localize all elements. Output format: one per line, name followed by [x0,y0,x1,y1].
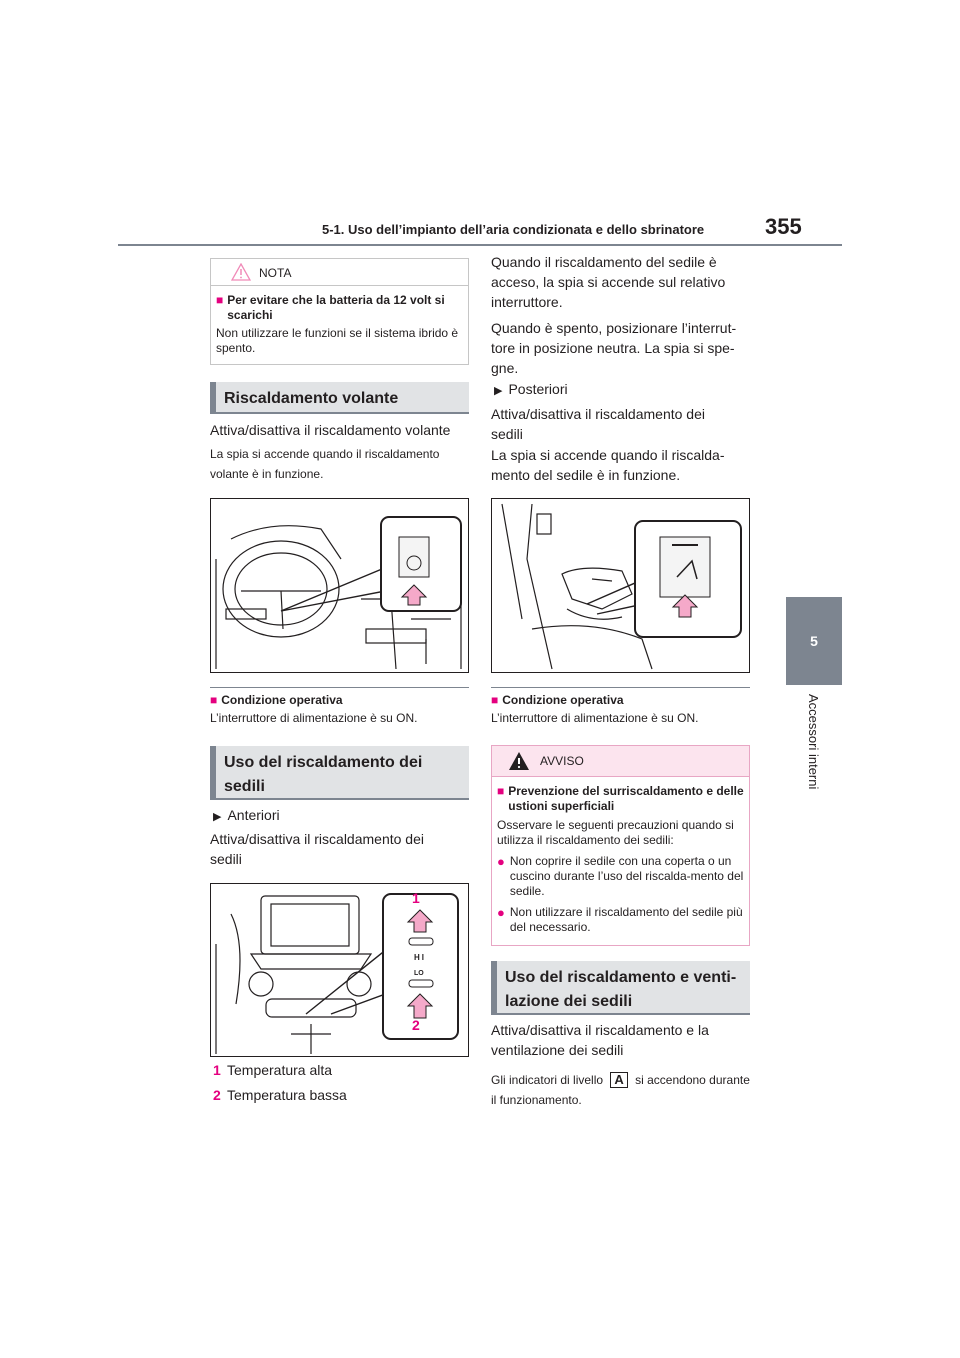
section-title-ventilazione-sedili: Uso del riscaldamento e venti-lazione dei sedili [491,961,750,1015]
rear-label: ▶ Posteriori [494,381,568,397]
callout-2-label: 2 [412,1017,420,1033]
section-header-title: 5-1. Uso dell’impianto dell’aria condizionata e dello sbrinatore [322,222,705,237]
callout-1-label: 1 [412,890,420,906]
section-title-riscaldamento-sedili: Uso del riscaldamento dei sedili [210,746,469,800]
warning-heading: Prevenzione del surriscaldamento e delle ustioni superficiali [508,784,744,813]
header-divider [118,244,842,246]
note-body: Non utilizzare le funzioni se il sistema ibrido è spento. [216,326,459,355]
warning-box-header [492,746,749,777]
note-heading: Per evitare che la batteria da 12 volt si scarichi [227,293,445,322]
section3-text: Attiva/disattiva il riscaldamento e la ventilazione dei sedili [491,1022,709,1058]
condition-text-right: L’interruttore di alimentazione è su ON. [491,711,699,725]
front-seat-heater-illustration [210,883,469,1057]
note-label: NOTA [259,266,292,280]
caution-triangle-icon [231,263,251,281]
chapter-tab: 5 [786,597,842,685]
note-box [210,258,469,365]
condition-heading-left: ■ Condizione operativa [210,693,343,707]
warning-triangle-icon [508,751,530,771]
front-label: ▶ Anteriori [213,807,280,823]
warning-label: AVVISO [540,754,584,768]
page-number: 355 [765,214,802,239]
hi-label: HI [414,953,426,962]
callout-item-1: 1 Temperatura alta [213,1062,333,1078]
round-bullet-icon: ● [497,854,505,869]
rear-note: La spia si accende quando il riscalda-mento del sedile è in funzione. [491,447,725,483]
letter-a-badge: A [610,1072,627,1088]
warning-box [491,745,750,946]
triangle-arrow-icon: ▶ [213,811,222,823]
chapter-side-label: Accessori interni [806,694,821,790]
note-box-header [211,259,468,286]
right-para-2: Quando è spento, posizionare l’interrut-tore in posizione neutra. La spia si spe-gne. [491,320,737,376]
steering-heater-illustration [210,498,469,673]
condition-heading-right: ■ Condizione operativa [491,693,624,707]
indicator-note: Gli indicatori di livello A si accendono durante il funzionamento. [491,1072,750,1107]
square-bullet-icon: ■ [491,693,499,707]
warning-bullet: ● Non coprire il sedile con una coperta o un cuscino durante l’uso del riscalda-mento del sedile. [497,854,744,898]
triangle-arrow-icon: ▶ [494,385,503,397]
section-title-riscaldamento-volante: Riscaldamento volante [210,382,469,414]
square-bullet-icon: ■ [210,693,218,707]
rear-text: Attiva/disattiva il riscaldamento dei sedili [491,406,705,442]
round-bullet-icon: ● [497,905,505,920]
front-text: Attiva/disattiva il riscaldamento dei sedili [210,831,424,867]
square-bullet-icon: ■ [497,784,505,798]
warning-bullet: ● Non utilizzare il riscaldamento del sedile più del necessario. [497,905,743,934]
warning-intro: Osservare le seguenti precauzioni quando si utilizza il riscaldamento dei sedili: [497,818,734,847]
callout-item-2: 2 Temperatura bassa [213,1087,347,1103]
right-para-1: Quando il riscaldamento del sedile è acceso, la spia si accende sul relativo interruttore. [491,254,726,310]
condition-text-left: L’interruttore di alimentazione è su ON. [210,711,418,725]
square-bullet-icon: ■ [216,293,224,307]
lo-label: LO [414,970,424,977]
section1-text: Attiva/disattiva il riscaldamento volante [210,422,451,438]
rear-seat-heater-illustration [491,498,750,673]
section1-note: La spia si accende quando il riscaldamento volante è in funzione. [210,447,440,481]
